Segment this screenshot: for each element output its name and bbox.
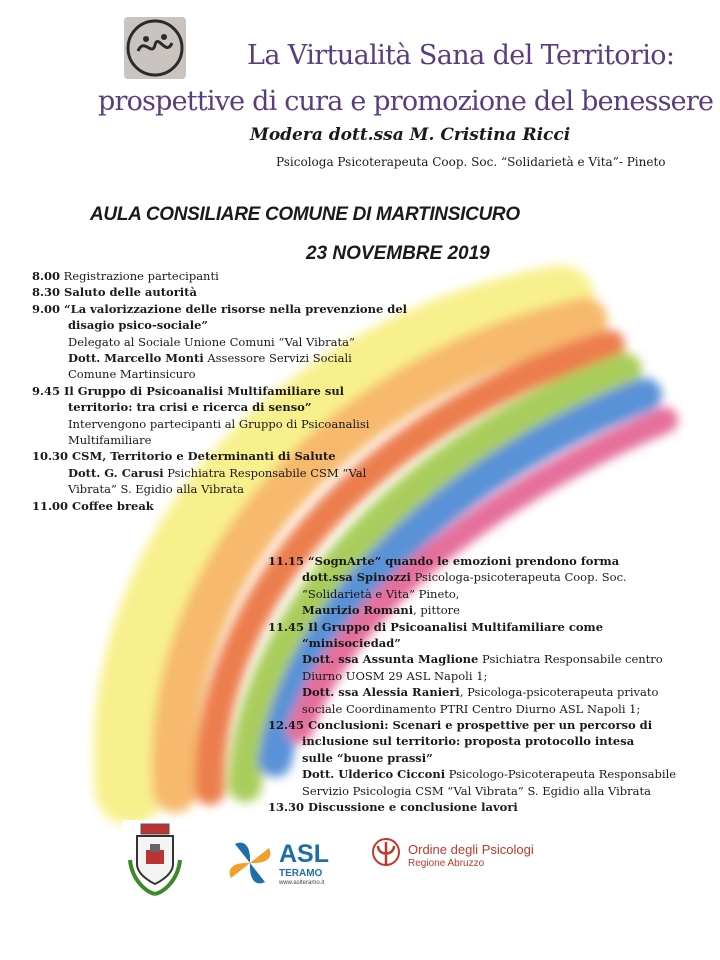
ordine-psicologi-logo (368, 834, 548, 884)
asl-name: ASL (279, 840, 329, 868)
program-text: Servizio Psicologia CSM “Val Vibrata” S. Egidio alla Vibrata (302, 783, 651, 798)
program-speaker: Maurizio Romani, pittore (302, 603, 460, 618)
program-speaker: Dott. ssa Alessia Ranieri, Psicologa-psicoterapeuta privato (302, 685, 659, 700)
association-logo-icon (124, 17, 186, 79)
program-text: Diurno UOSM 29 ASL Napoli 1; (302, 668, 488, 683)
program-item: 8.00 Registrazione partecipanti (32, 269, 219, 283)
program-text: “minisociedad” (302, 636, 401, 651)
ordine-name: Ordine degli Psicologi (408, 842, 534, 857)
asl-teramo-logo (225, 838, 345, 888)
program-text: Vibrata” S. Egidio alla Vibrata (68, 482, 245, 497)
program-item: 9.00 “La valorizzazione delle risorse nella prevenzione del (32, 301, 408, 316)
program-text: “Solidarietà e Vita” Pineto, (302, 586, 460, 601)
program-text: sulle “buone prassi” (302, 750, 433, 765)
association-logo (124, 17, 186, 79)
program-item: 8.30 Saluto delle autorità (32, 285, 197, 300)
crest-icon (122, 820, 188, 900)
program-text: Intervengono partecipanti al Gruppo di Psicoanalisi (68, 416, 370, 431)
program-text: territorio: tra crisi e ricerca di senso” (68, 400, 312, 415)
asl-subname: TERAMO (279, 868, 323, 879)
program-speaker: dott.ssa Spinozzi Psicologa-psicoterapeuta Coop. Soc. (302, 570, 627, 585)
program-item: 10.30 CSM, Territorio e Determinanti di Salute (32, 449, 336, 464)
program-text: inclusione sul territorio: proposta protocollo intesa (302, 734, 635, 749)
program-text: Comune Martinsicuro (68, 367, 196, 382)
program-text: sociale Coordinamento PTRI Centro Diurno ASL Napoli 1; (302, 701, 641, 716)
program-item: 12.45 Conclusioni: Scenari e prospettive per un percorso di (268, 718, 653, 733)
title-line-1: La Virtualità Sana del Territorio: (247, 40, 675, 71)
asl-url: www.aslteramo.it (279, 880, 325, 886)
program-item: 11.15 “SognArte” quando le emozioni prendono forma (268, 554, 620, 568)
program-right (268, 553, 676, 816)
program-speaker: Dott. Ulderico Cicconi Psicologo-Psicoterapeuta Responsabile (302, 767, 677, 782)
moderator: Modera dott.ssa M. Cristina Ricci (250, 125, 571, 145)
program-speaker: Dott. ssa Assunta Maglione Psichiatra Responsabile centro (302, 652, 663, 667)
program-speaker: Dott. Marcello Monti Assessore Servizi Sociali (68, 351, 352, 366)
program-item: 9.45 Il Gruppo di Psicoanalisi Multifamiliare sul (32, 383, 345, 398)
title-line-2: prospettive di cura e promozione del benessere (98, 86, 714, 117)
ordine-region: Regione Abruzzo (408, 858, 485, 869)
program-text: Delegato al Sociale Unione Comuni “Val Vibrata” (68, 334, 355, 349)
comune-martinsicuro-crest (122, 820, 188, 900)
program-text: disagio psico-sociale” (68, 318, 209, 333)
venue: AULA CONSILIARE COMUNE DI MARTINSICURO (90, 204, 520, 225)
event-date: 23 NOVEMBRE 2019 (306, 243, 490, 264)
psi-symbol-icon (368, 836, 404, 876)
asl-pinwheel-icon (225, 838, 275, 888)
moderator-role: Psicologa Psicoterapeuta Coop. Soc. “Solidarietà e Vita”- Pineto (276, 155, 666, 169)
program-speaker: Dott. G. Carusi Psichiatra Responsabile CSM “Val (68, 465, 367, 480)
program-item: 11.00 Coffee break (32, 498, 154, 513)
program-item: 13.30 Discussione e conclusione lavori (268, 800, 518, 815)
program-item: 11.45 Il Gruppo di Psicoanalisi Multifamiliare come (268, 619, 604, 634)
program-left (32, 268, 407, 514)
program-text: Multifamiliare (68, 433, 152, 448)
